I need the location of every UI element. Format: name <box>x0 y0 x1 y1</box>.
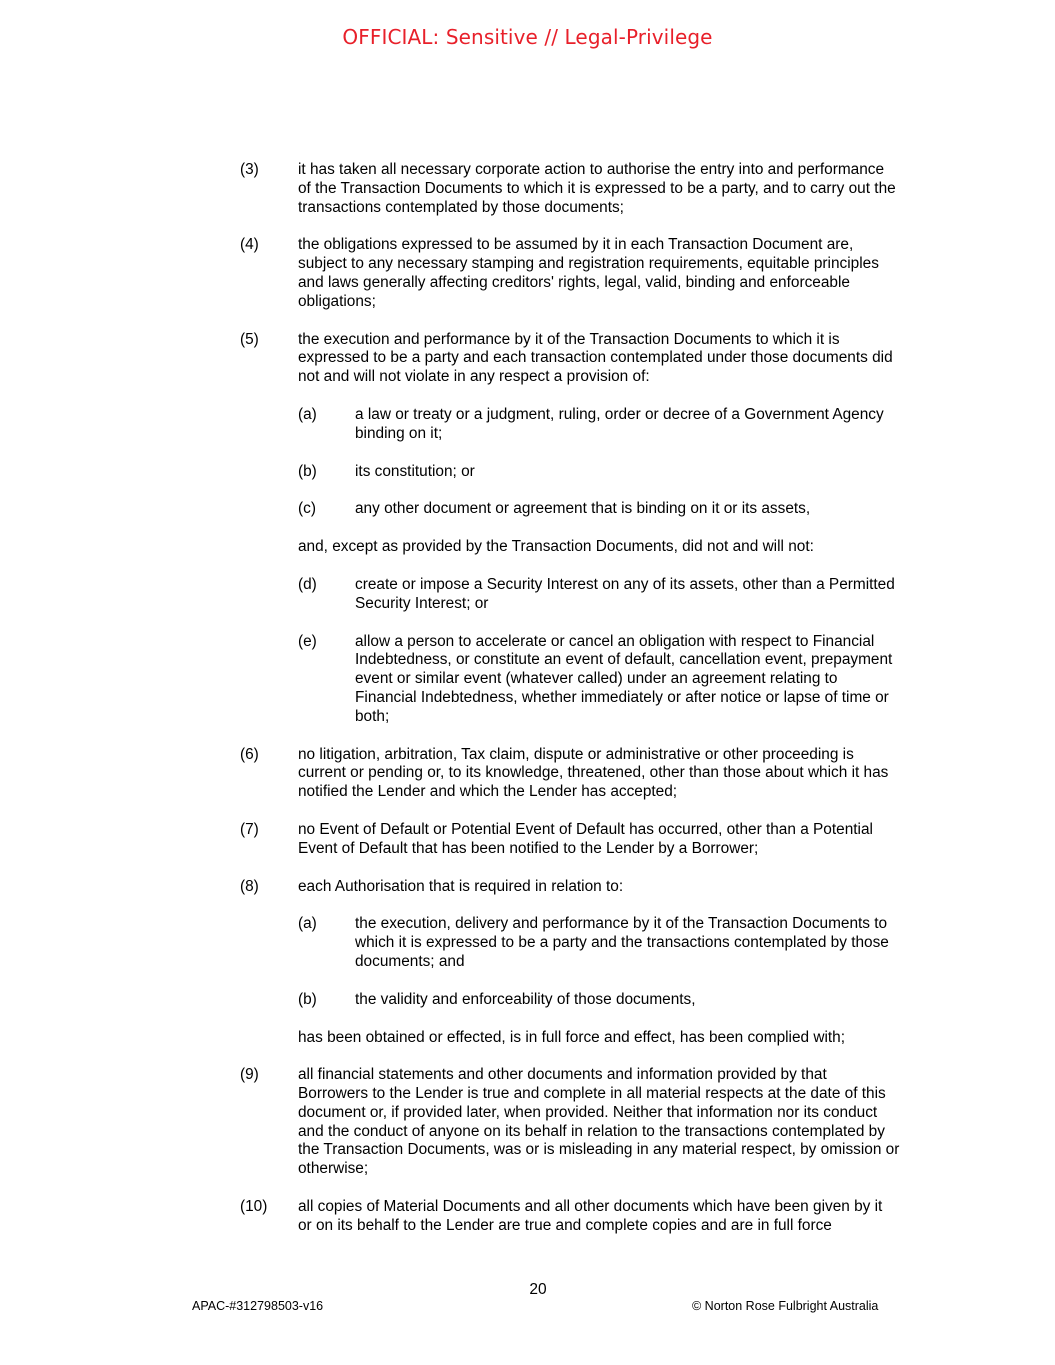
clause-4 <box>240 236 900 311</box>
clause-10 <box>240 1198 900 1236</box>
clause-number: (4) <box>240 236 259 254</box>
subclause-8a <box>298 915 900 971</box>
clause-text: all financial statements and other documents and information provided by that Borrowers to the Lender is true and complete in all material respects at the date of this document or, if provided later, when provided. Neither that information nor its conduct and the conduct of anyone on its behalf in relation to the transactions contemplated by the Transaction Documents, was or is misleading in any material respect, by omission or otherwise; <box>298 1066 900 1178</box>
clause-text: no Event of Default or Potential Event of Default has occurred, other than a Potential Event of Default that has been notified to the Lender by a Borrower; <box>298 820 873 857</box>
subclause-text: a law or treaty or a judgment, ruling, order or decree of a Government Agency binding on it; <box>355 405 884 442</box>
subclause-text: any other document or agreement that is binding on it or its assets, <box>355 500 811 518</box>
clause-8 <box>240 878 900 1048</box>
clause-text: it has taken all necessary corporate action to authorise the entry into and performance of the Transaction Documents to which it is expressed to be a party, and to carry out the transactions contemplated by those documents; <box>298 161 896 216</box>
document-reference: APAC-#312798503-v16 <box>192 1299 324 1313</box>
subclause-number: (d) <box>298 575 317 593</box>
subclause-5e <box>298 633 900 727</box>
clause-3 <box>240 161 900 217</box>
clause-text: the obligations expressed to be assumed by it in each Transaction Document are, subject to any necessary stamping and registration requirements, equitable principles and laws generally affecting creditors' rights, legal, valid, binding and enforceable obligations; <box>298 236 879 310</box>
subclause-8b <box>298 991 900 1010</box>
clause-number: (8) <box>240 877 259 895</box>
clause-7 <box>240 821 900 859</box>
clause-5 <box>240 331 900 727</box>
page-number: 20 <box>529 1281 547 1298</box>
clause-text: the execution and performance by it of the Transaction Documents to which it is expressed to be a party and each transaction contemplated under those documents did not and will not violate in any respect a provision of: <box>298 330 893 386</box>
subclause-5b <box>298 463 900 482</box>
document-body <box>240 161 900 1255</box>
clause-text: no litigation, arbitration, Tax claim, dispute or administrative or other proceeding is current or pending or, to its knowledge, threatened, other than those about which it has notified the Lender and which the Lender has accepted; <box>298 745 889 801</box>
subclause-text: its constitution; or <box>355 462 475 480</box>
subclause-5c <box>298 500 900 519</box>
subclause-number: (b) <box>298 462 317 480</box>
clause-continuation: and, except as provided by the Transaction Documents, did not and will not: <box>298 538 814 556</box>
clause-number: (7) <box>240 820 259 838</box>
subclause-5a <box>298 406 900 444</box>
clause-6 <box>240 746 900 802</box>
copyright-notice: © Norton Rose Fulbright Australia <box>692 1299 879 1313</box>
subclause-text: the validity and enforceability of those documents, <box>355 990 696 1008</box>
clause-number: (10) <box>240 1198 268 1216</box>
subclause-number: (c) <box>298 500 316 518</box>
subclause-text: create or impose a Security Interest on any of its assets, other than a Permitted Security Interest; or <box>355 575 895 612</box>
subclause-text: the execution, delivery and performance by it of the Transaction Documents to which it is expressed to be a party and the transactions contemplated by those documents; and <box>355 915 889 970</box>
subclause-number: (a) <box>298 915 317 933</box>
subclause-number: (a) <box>298 405 317 423</box>
subclause-number: (b) <box>298 990 317 1008</box>
clause-text: all copies of Material Documents and all other documents which have been given by it or on its behalf to the Lender are true and complete copies and are in full force <box>298 1198 883 1234</box>
clause-text: each Authorisation that is required in relation to: <box>298 877 624 895</box>
classification-header: OFFICIAL: Sensitive // Legal-Privilege <box>342 25 713 49</box>
clause-number: (5) <box>240 330 259 348</box>
subclause-number: (e) <box>298 632 317 650</box>
clause-number: (6) <box>240 745 259 763</box>
subclause-list <box>298 915 900 1047</box>
clause-number: (9) <box>240 1066 259 1084</box>
clause-continuation: has been obtained or effected, is in full force and effect, has been complied with; <box>298 1028 846 1046</box>
clause-number: (3) <box>240 161 259 178</box>
subclause-list <box>298 406 900 727</box>
subclause-text: allow a person to accelerate or cancel an obligation with respect to Financial Indebtedness, or constitute an event of default, cancellation event, prepayment event or similar event (whatever called) under an agreement relating to Financial Indebtedness, whether immediately or after notice or lapse of time or both; <box>355 632 893 725</box>
subclause-5d <box>298 576 900 614</box>
clause-9 <box>240 1066 900 1179</box>
